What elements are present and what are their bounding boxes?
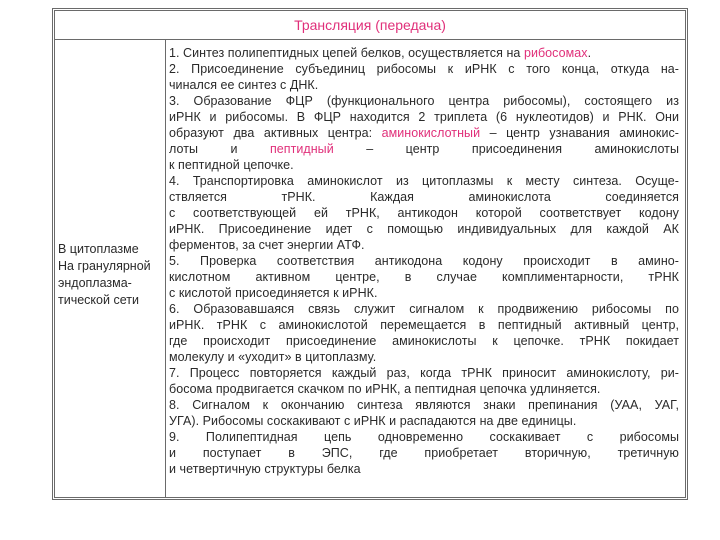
text-line xyxy=(169,349,679,365)
text-line xyxy=(169,445,679,461)
table-title: Трансляция (передача) xyxy=(55,11,685,40)
text-segment: лоты и xyxy=(169,142,270,156)
text-segment: 5. Проверка соответствия антикодона кодону происходит в амино- xyxy=(169,254,679,268)
text-line xyxy=(169,45,679,61)
location-line: На гранулярной xyxy=(58,259,151,273)
text-segment: ствляется тРНК. Каждая аминокислота соединяется xyxy=(169,190,679,204)
text-segment: и четвертичную структуры белка xyxy=(169,462,361,476)
text-line xyxy=(169,141,679,157)
location-line: эндоплазма- xyxy=(58,276,132,290)
text-line xyxy=(169,109,679,125)
text-segment: – центр узнавания аминокис- xyxy=(480,126,679,140)
process-steps xyxy=(169,45,679,477)
text-segment: 8. Сигналом к окончанию синтеза являются знаки препинания (УАА, УАГ, xyxy=(169,398,679,412)
location-text xyxy=(58,241,160,309)
translation-table xyxy=(52,8,688,500)
text-segment: кислотном активном центре, в случае комплиментарности, тРНК xyxy=(169,270,679,284)
text-segment: иРНК и рибосомы. В ФЦР находится 2 триплета (6 нуклеотидов) и РНК. Они xyxy=(169,110,679,124)
text-line xyxy=(169,317,679,333)
text-line xyxy=(169,413,679,429)
process-cell xyxy=(165,39,685,497)
text-segment: босома продвигается скачком по иРНК, а пептидная цепочка удлиняется. xyxy=(169,382,601,396)
text-line xyxy=(169,301,679,317)
text-line xyxy=(169,77,679,93)
text-segment: ферментов, за счет энергии АТФ. xyxy=(169,238,365,252)
text-segment: где происходит присоединение аминокислоты к цепочке. тРНК покидает xyxy=(169,334,679,348)
text-line xyxy=(169,205,679,221)
text-segment: молекулу и «уходит» в цитоплазму. xyxy=(169,350,377,364)
text-segment: иРНК. Присоединение идет с помощью индивидуальных для каждой АК xyxy=(169,222,679,236)
text-line xyxy=(169,157,679,173)
text-segment: 9. Полипептидная цепь одновременно соскакивает с рибосомы xyxy=(169,430,679,444)
text-segment: чинался ее синтез с ДНК. xyxy=(169,78,319,92)
highlight-term: пептидный xyxy=(269,142,334,156)
location-line: тической сети xyxy=(58,293,139,307)
text-line xyxy=(169,173,679,189)
text-segment: 6. Образовавшаяся связь служит сигналом к продвижению рибосомы по xyxy=(169,302,679,316)
text-segment: . xyxy=(587,46,592,60)
text-line xyxy=(169,93,679,109)
text-line xyxy=(169,61,679,77)
location-line: В цитоплазме xyxy=(58,242,139,256)
text-segment: 2. Присоединение субъединиц рибосомы к иРНК с того конца, откуда на- xyxy=(169,62,679,76)
text-segment: 4. Транспортировка аминокислот из цитоплазмы к месту синтеза. Осуще- xyxy=(169,174,679,188)
highlight-term: рибосомах xyxy=(523,46,588,60)
text-line xyxy=(169,397,679,413)
text-segment: с кислотой присоединяется к иРНК. xyxy=(169,286,378,300)
text-segment: иРНК. тРНК с аминокислотой перемещается в пептидный активный центр, xyxy=(169,318,679,332)
text-line xyxy=(169,461,679,477)
text-line xyxy=(169,221,679,237)
text-line xyxy=(169,125,679,141)
highlight-term: аминокислотный xyxy=(381,126,481,140)
text-line xyxy=(169,429,679,445)
text-segment: образуют два активных центра: xyxy=(169,126,382,140)
text-segment: с соответствующей ей тРНК, антикодон которой соответствует кодону xyxy=(169,206,679,220)
text-segment: и поступает в ЭПС, где приобретает вторичную, третичную xyxy=(169,446,679,460)
text-line xyxy=(169,381,679,397)
text-segment: 7. Процесс повторяется каждый раз, когда тРНК приносит аминокислоту, ри- xyxy=(169,366,679,380)
text-line xyxy=(169,189,679,205)
text-line xyxy=(169,285,679,301)
text-segment: УГА). Рибосомы соскакивают с иРНК и распадаются на две единицы. xyxy=(169,414,577,428)
text-segment: – центр присоединения аминокислоты xyxy=(333,142,679,156)
text-line xyxy=(169,269,679,285)
location-cell xyxy=(55,39,166,497)
text-segment: 1. Синтез полипептидных цепей белков, осуществляется на xyxy=(169,46,524,60)
text-line xyxy=(169,365,679,381)
text-segment: к пептидной цепочке. xyxy=(169,158,294,172)
text-line xyxy=(169,253,679,269)
text-line xyxy=(169,237,679,253)
text-line xyxy=(169,333,679,349)
text-segment: 3. Образование ФЦР (функционального центра рибосомы), состоящего из xyxy=(169,94,679,108)
